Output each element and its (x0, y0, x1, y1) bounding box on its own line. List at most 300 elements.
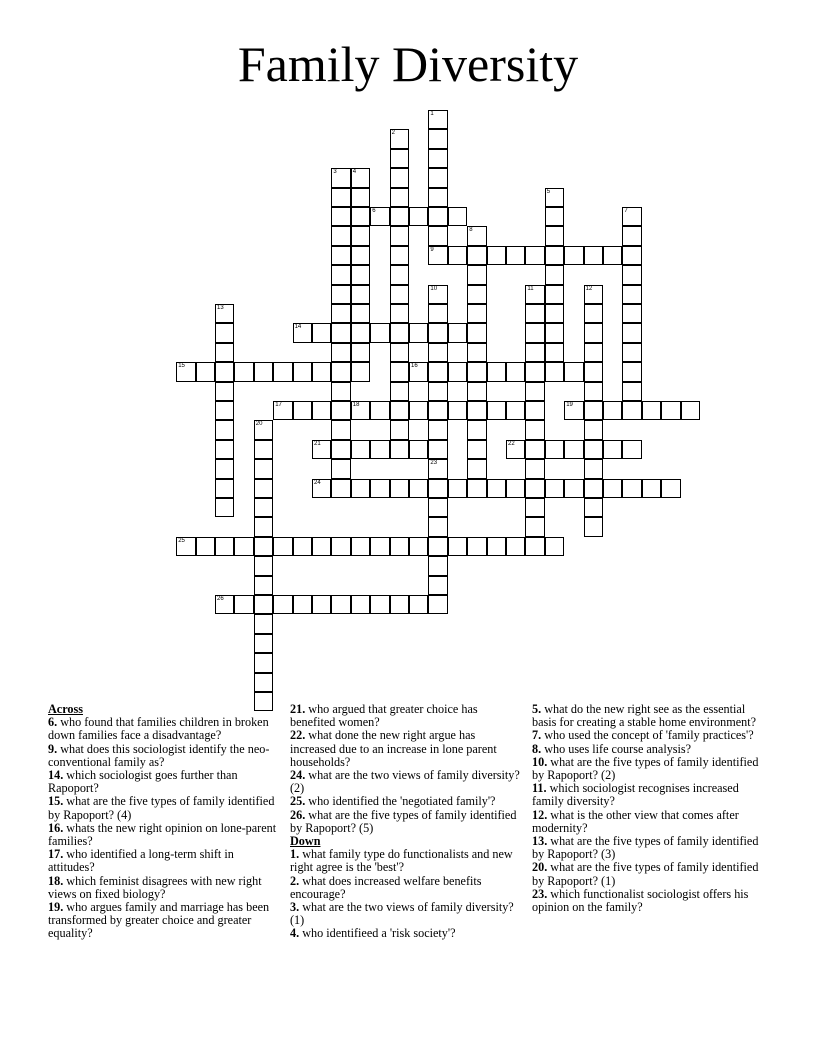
grid-cell[interactable] (390, 304, 409, 323)
grid-cell[interactable] (428, 362, 447, 381)
grid-cell[interactable] (584, 498, 603, 517)
grid-cell[interactable] (390, 149, 409, 168)
grid-cell[interactable] (467, 265, 486, 284)
grid-cell[interactable] (428, 110, 447, 129)
grid-cell[interactable] (390, 168, 409, 187)
grid-cell[interactable] (545, 440, 564, 459)
grid-cell[interactable] (351, 440, 370, 459)
grid-cell[interactable] (545, 479, 564, 498)
grid-cell[interactable] (467, 246, 486, 265)
grid-cell[interactable] (584, 343, 603, 362)
grid-cell[interactable] (331, 440, 350, 459)
grid-cell[interactable] (428, 382, 447, 401)
clue-num: 18. (48, 873, 64, 888)
grid-cell[interactable] (254, 459, 273, 478)
grid-cell[interactable] (428, 343, 447, 362)
clue-text: who identifieed a 'risk society'? (302, 926, 456, 941)
grid-cell[interactable] (525, 382, 544, 401)
grid-cell[interactable] (390, 285, 409, 304)
grid-cell[interactable] (390, 420, 409, 439)
grid-cell[interactable] (603, 246, 622, 265)
grid-cell[interactable] (467, 479, 486, 498)
grid-cell[interactable] (525, 420, 544, 439)
grid-cell[interactable] (448, 537, 467, 556)
grid-cell[interactable] (525, 246, 544, 265)
grid-cell[interactable] (487, 401, 506, 420)
clue-num: 1. (290, 847, 300, 862)
grid-cell[interactable] (622, 246, 641, 265)
clue-number: 2 (391, 130, 395, 137)
grid-cell[interactable] (215, 459, 234, 478)
grid-cell[interactable] (428, 149, 447, 168)
grid-cell[interactable] (215, 440, 234, 459)
grid-cell[interactable] (331, 226, 350, 245)
grid-cell[interactable] (467, 459, 486, 478)
clue-num: 6. (48, 715, 58, 730)
grid-cell[interactable] (525, 401, 544, 420)
grid-cell[interactable] (351, 595, 370, 614)
clue-text: what are the five types of family identified by Rapoport? (2) (532, 754, 759, 783)
clue-number: 17 (275, 402, 282, 408)
across-clue (48, 769, 282, 795)
clue-number: 1 (430, 111, 434, 117)
grid-cell[interactable] (370, 537, 389, 556)
clue-number: 6 (372, 208, 376, 214)
grid-cell[interactable] (448, 207, 467, 226)
grid-cell[interactable] (428, 207, 447, 226)
grid-cell[interactable] (370, 207, 389, 226)
grid-cell[interactable] (525, 537, 544, 556)
grid-cell[interactable] (215, 420, 234, 439)
grid-cell[interactable] (331, 168, 350, 187)
grid-cell[interactable] (312, 595, 331, 614)
grid-cell[interactable] (390, 401, 409, 420)
grid-cell[interactable] (331, 188, 350, 207)
clue-text: what done the new right argue has increased due to an increase in lone parent households? (290, 728, 497, 769)
grid-cell[interactable] (564, 440, 583, 459)
grid-cell[interactable] (467, 382, 486, 401)
grid-cell[interactable] (622, 304, 641, 323)
grid-cell[interactable] (622, 285, 641, 304)
grid-cell[interactable] (467, 226, 486, 245)
grid-cell[interactable] (409, 401, 428, 420)
grid-cell[interactable] (390, 382, 409, 401)
grid-cell[interactable] (448, 479, 467, 498)
grid-cell[interactable] (428, 323, 447, 342)
grid-cell[interactable] (390, 479, 409, 498)
across-clue (48, 875, 282, 901)
grid-cell[interactable] (564, 246, 583, 265)
grid-cell[interactable] (390, 362, 409, 381)
grid-cell[interactable] (584, 285, 603, 304)
grid-cell[interactable] (564, 401, 583, 420)
grid-cell[interactable] (525, 479, 544, 498)
grid-cell[interactable] (622, 226, 641, 245)
grid-cell[interactable] (331, 459, 350, 478)
grid-cell[interactable] (603, 440, 622, 459)
down-clue (532, 809, 768, 835)
grid-cell[interactable] (428, 304, 447, 323)
grid-cell[interactable] (506, 479, 525, 498)
grid-cell[interactable] (331, 304, 350, 323)
grid-cell[interactable] (312, 537, 331, 556)
grid-cell[interactable] (215, 537, 234, 556)
grid-cell[interactable] (176, 362, 195, 381)
grid-cell[interactable] (545, 537, 564, 556)
grid-cell[interactable] (525, 517, 544, 536)
grid-cell[interactable] (564, 479, 583, 498)
across-clue (48, 716, 282, 742)
grid-cell[interactable] (428, 440, 447, 459)
down-clue (532, 861, 768, 887)
clue-text: what are the five types of family identified by Rapoport? (5) (290, 807, 517, 835)
grid-cell[interactable] (234, 362, 253, 381)
grid-cell[interactable] (293, 323, 312, 342)
clue-number: 8 (469, 227, 473, 234)
grid-cell[interactable] (448, 362, 467, 381)
grid-cell[interactable] (525, 304, 544, 323)
grid-cell[interactable] (622, 323, 641, 342)
grid-cell[interactable] (312, 479, 331, 498)
grid-cell[interactable] (273, 401, 292, 420)
grid-cell[interactable] (681, 401, 700, 420)
grid-cell[interactable] (467, 304, 486, 323)
clue-number: 14 (294, 324, 302, 331)
grid-cell[interactable] (545, 226, 564, 245)
grid-cell[interactable] (428, 188, 447, 207)
grid-cell[interactable] (448, 401, 467, 420)
grid-cell[interactable] (370, 479, 389, 498)
grid-cell[interactable] (564, 362, 583, 381)
grid-cell[interactable] (584, 323, 603, 342)
grid-cell[interactable] (351, 285, 370, 304)
grid-cell[interactable] (351, 168, 370, 187)
clue-number: 13 (217, 305, 224, 311)
grid-cell[interactable] (428, 420, 447, 439)
grid-cell[interactable] (409, 207, 428, 226)
clues-column-3 (532, 703, 768, 914)
grid-cell[interactable] (254, 498, 273, 517)
grid-cell[interactable] (215, 595, 234, 614)
grid-cell[interactable] (215, 343, 234, 362)
grid-cell[interactable] (331, 343, 350, 362)
clue-text: what does this sociologist identify the neo-conventional family as? (48, 741, 270, 769)
grid-cell[interactable] (390, 226, 409, 245)
grid-cell[interactable] (254, 614, 273, 633)
grid-cell[interactable] (545, 343, 564, 362)
clue-text: who uses life course analysis? (544, 741, 692, 756)
clue-text: what does increased welfare benefits encourage? (290, 873, 482, 901)
grid-cell[interactable] (351, 188, 370, 207)
grid-cell[interactable] (370, 401, 389, 420)
grid-cell[interactable] (525, 343, 544, 362)
grid-cell[interactable] (584, 304, 603, 323)
clue-num: 22. (290, 728, 306, 743)
grid-cell[interactable] (506, 362, 525, 381)
grid-cell[interactable] (584, 517, 603, 536)
grid-cell[interactable] (254, 440, 273, 459)
clue-num: 17. (48, 847, 64, 862)
grid-cell[interactable] (428, 537, 447, 556)
grid-cell[interactable] (409, 440, 428, 459)
grid-cell[interactable] (234, 595, 253, 614)
clue-num: 26. (290, 807, 306, 822)
grid-cell[interactable] (215, 498, 234, 517)
grid-cell[interactable] (254, 653, 273, 672)
grid-cell[interactable] (428, 246, 447, 265)
grid-cell[interactable] (351, 323, 370, 342)
grid-cell[interactable] (661, 479, 680, 498)
grid-cell[interactable] (196, 537, 215, 556)
clue-num: 24. (290, 768, 306, 783)
grid-cell[interactable] (622, 479, 641, 498)
grid-cell[interactable] (351, 265, 370, 284)
grid-cell[interactable] (254, 537, 273, 556)
grid-cell[interactable] (273, 595, 292, 614)
grid-cell[interactable] (642, 479, 661, 498)
grid-cell[interactable] (448, 246, 467, 265)
clue-text: who found that families children in broken down families face a disadvantage? (48, 715, 269, 743)
grid-cell[interactable] (351, 343, 370, 362)
clues-column-1 (48, 703, 282, 941)
grid-cell[interactable] (351, 226, 370, 245)
grid-cell[interactable] (467, 537, 486, 556)
grid-cell[interactable] (390, 595, 409, 614)
grid-cell[interactable] (215, 323, 234, 342)
grid-cell[interactable] (467, 285, 486, 304)
grid-cell[interactable] (331, 382, 350, 401)
grid-cell[interactable] (545, 285, 564, 304)
across-clue (48, 848, 282, 874)
grid-cell[interactable] (506, 246, 525, 265)
down-header: Down (290, 834, 321, 849)
clue-num: 10. (532, 754, 548, 769)
clue-number: 3 (333, 169, 337, 176)
grid-cell[interactable] (525, 323, 544, 342)
grid-cell[interactable] (584, 246, 603, 265)
grid-cell[interactable] (254, 673, 273, 692)
grid-cell[interactable] (661, 401, 680, 420)
grid-cell[interactable] (312, 323, 331, 342)
grid-cell[interactable] (390, 323, 409, 342)
grid-cell[interactable] (293, 362, 312, 381)
grid-cell[interactable] (254, 479, 273, 498)
across-clue (290, 809, 524, 835)
grid-cell[interactable] (351, 401, 370, 420)
grid-cell[interactable] (312, 362, 331, 381)
grid-cell[interactable] (487, 537, 506, 556)
grid-cell[interactable] (584, 440, 603, 459)
grid-cell[interactable] (390, 343, 409, 362)
clue-text: who used the concept of 'family practices'? (544, 728, 754, 743)
grid-cell[interactable] (525, 362, 544, 381)
grid-cell[interactable] (390, 246, 409, 265)
grid-cell[interactable] (370, 440, 389, 459)
grid-cell[interactable] (642, 401, 661, 420)
grid-cell[interactable] (331, 323, 350, 342)
grid-cell[interactable] (622, 382, 641, 401)
grid-cell[interactable] (254, 517, 273, 536)
grid-cell[interactable] (584, 362, 603, 381)
grid-cell[interactable] (545, 188, 564, 207)
grid-cell[interactable] (467, 343, 486, 362)
clue-text: which feminist disagrees with new right views on fixed biology? (48, 873, 262, 901)
grid-cell[interactable] (331, 595, 350, 614)
grid-cell[interactable] (331, 420, 350, 439)
clue-number: 4 (352, 169, 357, 176)
grid-cell[interactable] (215, 362, 234, 381)
grid-cell[interactable] (428, 556, 447, 575)
grid-cell[interactable] (331, 537, 350, 556)
grid-cell[interactable] (622, 440, 641, 459)
grid-cell[interactable] (390, 265, 409, 284)
clue-text: which functionalist sociologist offers his opinion on the family? (532, 886, 749, 915)
grid-cell[interactable] (487, 479, 506, 498)
grid-cell[interactable] (545, 246, 564, 265)
grid-cell[interactable] (428, 226, 447, 245)
grid-cell[interactable] (603, 479, 622, 498)
grid-cell[interactable] (448, 323, 467, 342)
clue-text: which sociologist goes further than Rapoport? (48, 768, 238, 796)
grid-cell[interactable] (428, 479, 447, 498)
page-title: Family Diversity (237, 36, 579, 92)
grid-cell[interactable] (390, 129, 409, 148)
grid-cell[interactable] (331, 479, 350, 498)
grid-cell[interactable] (409, 595, 428, 614)
grid-cell[interactable] (254, 595, 273, 614)
grid-cell[interactable] (584, 479, 603, 498)
grid-cell[interactable] (467, 323, 486, 342)
grid-cell[interactable] (331, 401, 350, 420)
grid-cell[interactable] (215, 304, 234, 323)
grid-cell[interactable] (254, 420, 273, 439)
grid-cell[interactable] (312, 401, 331, 420)
clue-num: 21. (290, 702, 306, 716)
grid-cell[interactable] (215, 401, 234, 420)
grid-cell[interactable] (584, 382, 603, 401)
grid-cell[interactable] (370, 323, 389, 342)
grid-cell[interactable] (525, 459, 544, 478)
grid-cell[interactable] (409, 479, 428, 498)
grid-cell[interactable] (428, 285, 447, 304)
grid-cell[interactable] (487, 362, 506, 381)
grid-cell[interactable] (331, 207, 350, 226)
down-clue (532, 888, 768, 914)
grid-cell[interactable] (428, 459, 447, 478)
grid-cell[interactable] (525, 285, 544, 304)
grid-cell[interactable] (622, 207, 641, 226)
grid-cell[interactable] (351, 362, 370, 381)
grid-cell[interactable] (215, 382, 234, 401)
grid-cell[interactable] (351, 246, 370, 265)
grid-cell[interactable] (293, 595, 312, 614)
grid-cell[interactable] (293, 401, 312, 420)
grid-cell[interactable] (234, 537, 253, 556)
grid-cell[interactable] (409, 537, 428, 556)
grid-cell[interactable] (331, 362, 350, 381)
grid-cell[interactable] (176, 537, 195, 556)
grid-cell[interactable] (254, 576, 273, 595)
grid-cell[interactable] (545, 265, 564, 284)
grid-cell[interactable] (390, 440, 409, 459)
grid-cell[interactable] (584, 401, 603, 420)
grid-cell[interactable] (622, 401, 641, 420)
clue-num: 11. (532, 781, 547, 796)
clue-num: 13. (532, 834, 548, 849)
down-clue (290, 875, 524, 901)
grid-cell[interactable] (331, 246, 350, 265)
grid-cell[interactable] (331, 285, 350, 304)
grid-cell[interactable] (428, 168, 447, 187)
grid-cell[interactable] (351, 207, 370, 226)
grid-cell[interactable] (506, 401, 525, 420)
grid-cell[interactable] (428, 517, 447, 536)
grid-cell[interactable] (351, 537, 370, 556)
grid-cell[interactable] (467, 420, 486, 439)
grid-cell[interactable] (254, 634, 273, 653)
down-clue (532, 756, 768, 782)
grid-cell[interactable] (254, 362, 273, 381)
clue-num: 8. (532, 741, 542, 756)
grid-cell[interactable] (545, 207, 564, 226)
grid-cell[interactable] (584, 459, 603, 478)
grid-cell[interactable] (273, 362, 292, 381)
grid-cell[interactable] (525, 498, 544, 517)
grid-cell[interactable] (390, 188, 409, 207)
grid-cell[interactable] (506, 537, 525, 556)
grid-cell[interactable] (428, 576, 447, 595)
grid-cell[interactable] (428, 129, 447, 148)
grid-cell[interactable] (545, 323, 564, 342)
grid-cell[interactable] (293, 537, 312, 556)
grid-cell[interactable] (545, 304, 564, 323)
grid-cell[interactable] (467, 362, 486, 381)
clue-text: what are the five types of family identified by Rapoport? (1) (532, 860, 759, 888)
clue-num: 19. (48, 900, 64, 915)
grid-cell[interactable] (428, 401, 447, 420)
clue-num: 14. (48, 768, 64, 783)
grid-cell[interactable] (409, 323, 428, 342)
grid-cell[interactable] (390, 537, 409, 556)
grid-cell[interactable] (506, 440, 525, 459)
grid-cell[interactable] (390, 207, 409, 226)
across-clue (48, 901, 282, 941)
grid-cell[interactable] (545, 362, 564, 381)
grid-cell[interactable] (467, 401, 486, 420)
grid-cell[interactable] (351, 304, 370, 323)
grid-cell[interactable] (351, 479, 370, 498)
grid-cell[interactable] (409, 362, 428, 381)
grid-cell[interactable] (273, 537, 292, 556)
grid-cell[interactable] (487, 246, 506, 265)
clue-num: 7. (532, 728, 542, 743)
grid-cell[interactable] (603, 401, 622, 420)
grid-cell[interactable] (215, 479, 234, 498)
grid-cell[interactable] (584, 420, 603, 439)
grid-cell[interactable] (622, 362, 641, 381)
grid-cell[interactable] (428, 595, 447, 614)
grid-cell[interactable] (525, 440, 544, 459)
grid-cell[interactable] (331, 265, 350, 284)
grid-cell[interactable] (370, 595, 389, 614)
grid-cell[interactable] (622, 343, 641, 362)
grid-cell[interactable] (312, 440, 331, 459)
grid-cell[interactable] (254, 556, 273, 575)
grid-cell[interactable] (428, 498, 447, 517)
grid-cell[interactable] (622, 265, 641, 284)
grid-cell[interactable] (467, 440, 486, 459)
grid-cell[interactable] (196, 362, 215, 381)
